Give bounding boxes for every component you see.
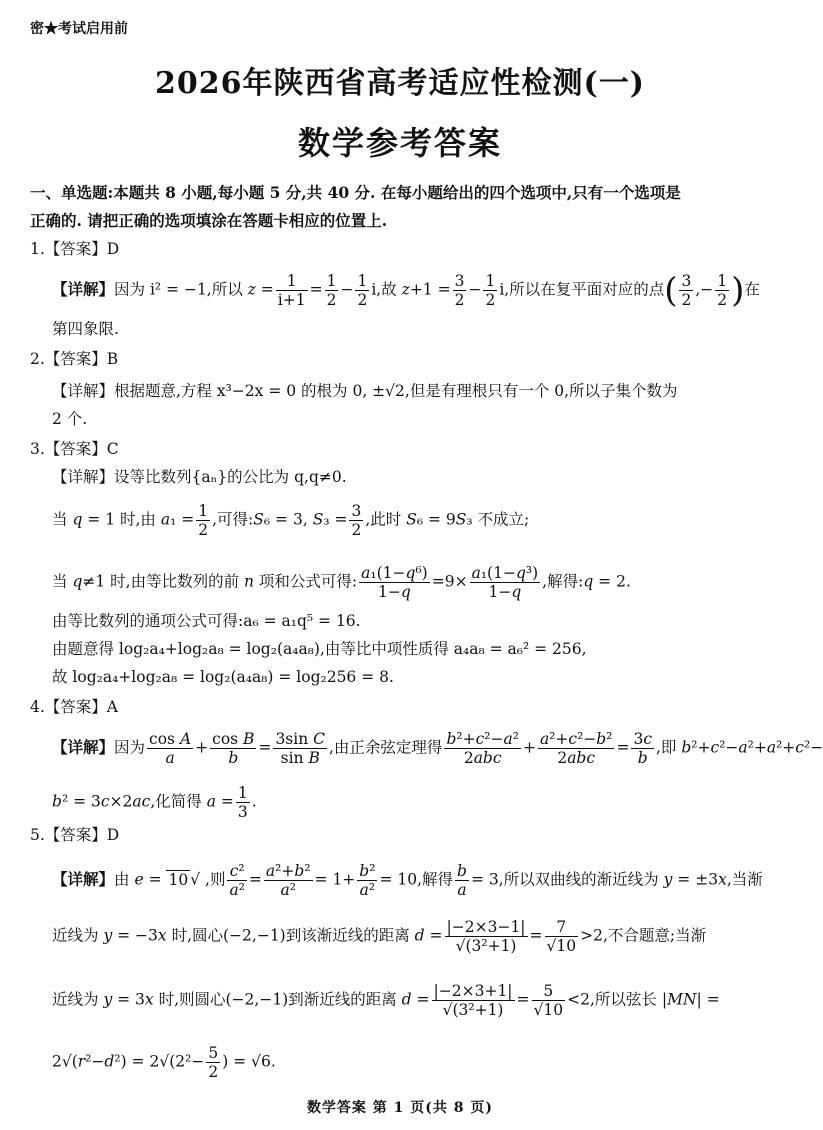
q3-detail-3: 当 q≠1 时,由等比数列的前 n 项和公式可得: $\frac{\text{a₁(1−q⁶)}}{1-q}$ =9× $\frac{\text{a₁(1−q³)}}{1-q}$ ,解得:q = 2. [52,564,631,601]
exam-title: 2026年陕西省高考适应性检测(一) [155,66,645,101]
q2-detail: 【详解】根据题意,方程 x³−2x = 0 的根为 0, ±√2,但是有理根只有一个 0,所以子集个数为 [52,382,678,400]
q3-detail-4: 由等比数列的通项公式可得:a₆ = a₁q⁵ = 16. [52,612,361,630]
q5-detail-1: 【详解】由 e = 10 √ ,则 $\frac{\text{c²}}{\text{a²}}$ = $\frac{\text{a²+b²}}{\text{a²}}$ = 1+ $\frac{\text{b²}}{\text{a²}}$ = 10,解得 $\frac{b}{a}$ = 3,所以双曲线的渐近线为 y = ±3x,当渐 [52,862,763,899]
q1-detail-tail: 第四象限. [52,320,119,338]
q5-detail-4: 2√(r²−d²) = 2√(2²− $\frac{5}{2}$ ) = √6. [52,1044,276,1081]
q3-detail-1: 【详解】设等比数列{aₙ}的公比为 q,q≠0. [52,468,347,486]
q4-detail-2: b² = 3c×2ac,化简得 a = $\frac{1}{3}$ . [52,784,257,821]
page-footer: 数学答案 第 1 页(共 8 页) [306,1100,494,1116]
q1-detail: 【详解】因为 i² = −1,所以 z = $\frac{1}{i+1}$ = $\frac{1}{2}$ − $\frac{1}{2}$ i,故 z+1 = $\frac{3}{2}$ − $\frac{1}{2}$ i,所以在复平面对应的点( $\frac{3}{2}$ ,− $\frac{1}{2}$ )在 [52,270,760,311]
q4-detail-1: 【详解】因为 $\frac{\text{cos A}}{a}$ + $\frac{\text{cos B}}{b}$ = $\frac{\text{3sin C}}{\text{sin B}}$ ,由正余弦定理得 $\frac{\text{b²+c²−a²}}{\text{2abc}}$ + $\frac{\text{a²+c²−b²}}{\text{2abc}}$ = $\frac{3c}{b}$ ,即 b²+c²−a²+a²+c²− [52,730,823,767]
section-intro-line2: 正确的. 请把正确的选项填涂在答题卡相应的位置上. [30,211,388,230]
section-intro-line1: 一、单选题:本题共 8 小题,每小题 5 分,共 40 分. 在每小题给出的四个选项中,只有一个选项是 [30,183,681,202]
answer-title: 数学参考答案 [297,124,502,162]
q5-detail-2: 近线为 y = −3x 时,圆心(−2,−1)到该渐近线的距离 d = $\frac{|-2\times 3-1|}{\text{√(3²+1)}}$ = $\frac{7}{√10}$ >2,不合题意;当渐 [52,918,707,955]
confidential-label: 密★考试启用前 [30,21,128,37]
q4-answer: 4.【答案】A [30,698,118,716]
q3-answer: 3.【答案】C [30,440,119,458]
q3-detail-6: 故 log₂a₄+log₂a₈ = log₂(a₄a₈) = log₂256 = 8. [52,668,394,686]
q2-detail-tail: 2 个. [52,410,88,428]
q2-answer: 2.【答案】B [30,350,119,368]
q5-detail-3: 近线为 y = 3x 时,则圆心(−2,−1)到渐近线的距离 d = $\frac{|-2\times 3+1|}{\text{√(3²+1)}}$ = $\frac{5}{√10}$ <2,所以弦长 |MN| = [52,982,720,1019]
q1-answer: 1.【答案】D [30,240,120,258]
q5-answer: 5.【答案】D [30,826,120,844]
q3-detail-5: 由题意得 log₂a₄+log₂a₈ = log₂(a₄a₈),由等比中项性质得 a₄a₈ = a₆² = 256, [52,640,587,658]
q3-detail-2: 当 q = 1 时,由 a₁ = $\frac{1}{2}$ ,可得:S₆ = 3, S₃ = $\frac{3}{2}$ ,此时 S₆ = 9S₃ 不成立; [52,502,530,539]
